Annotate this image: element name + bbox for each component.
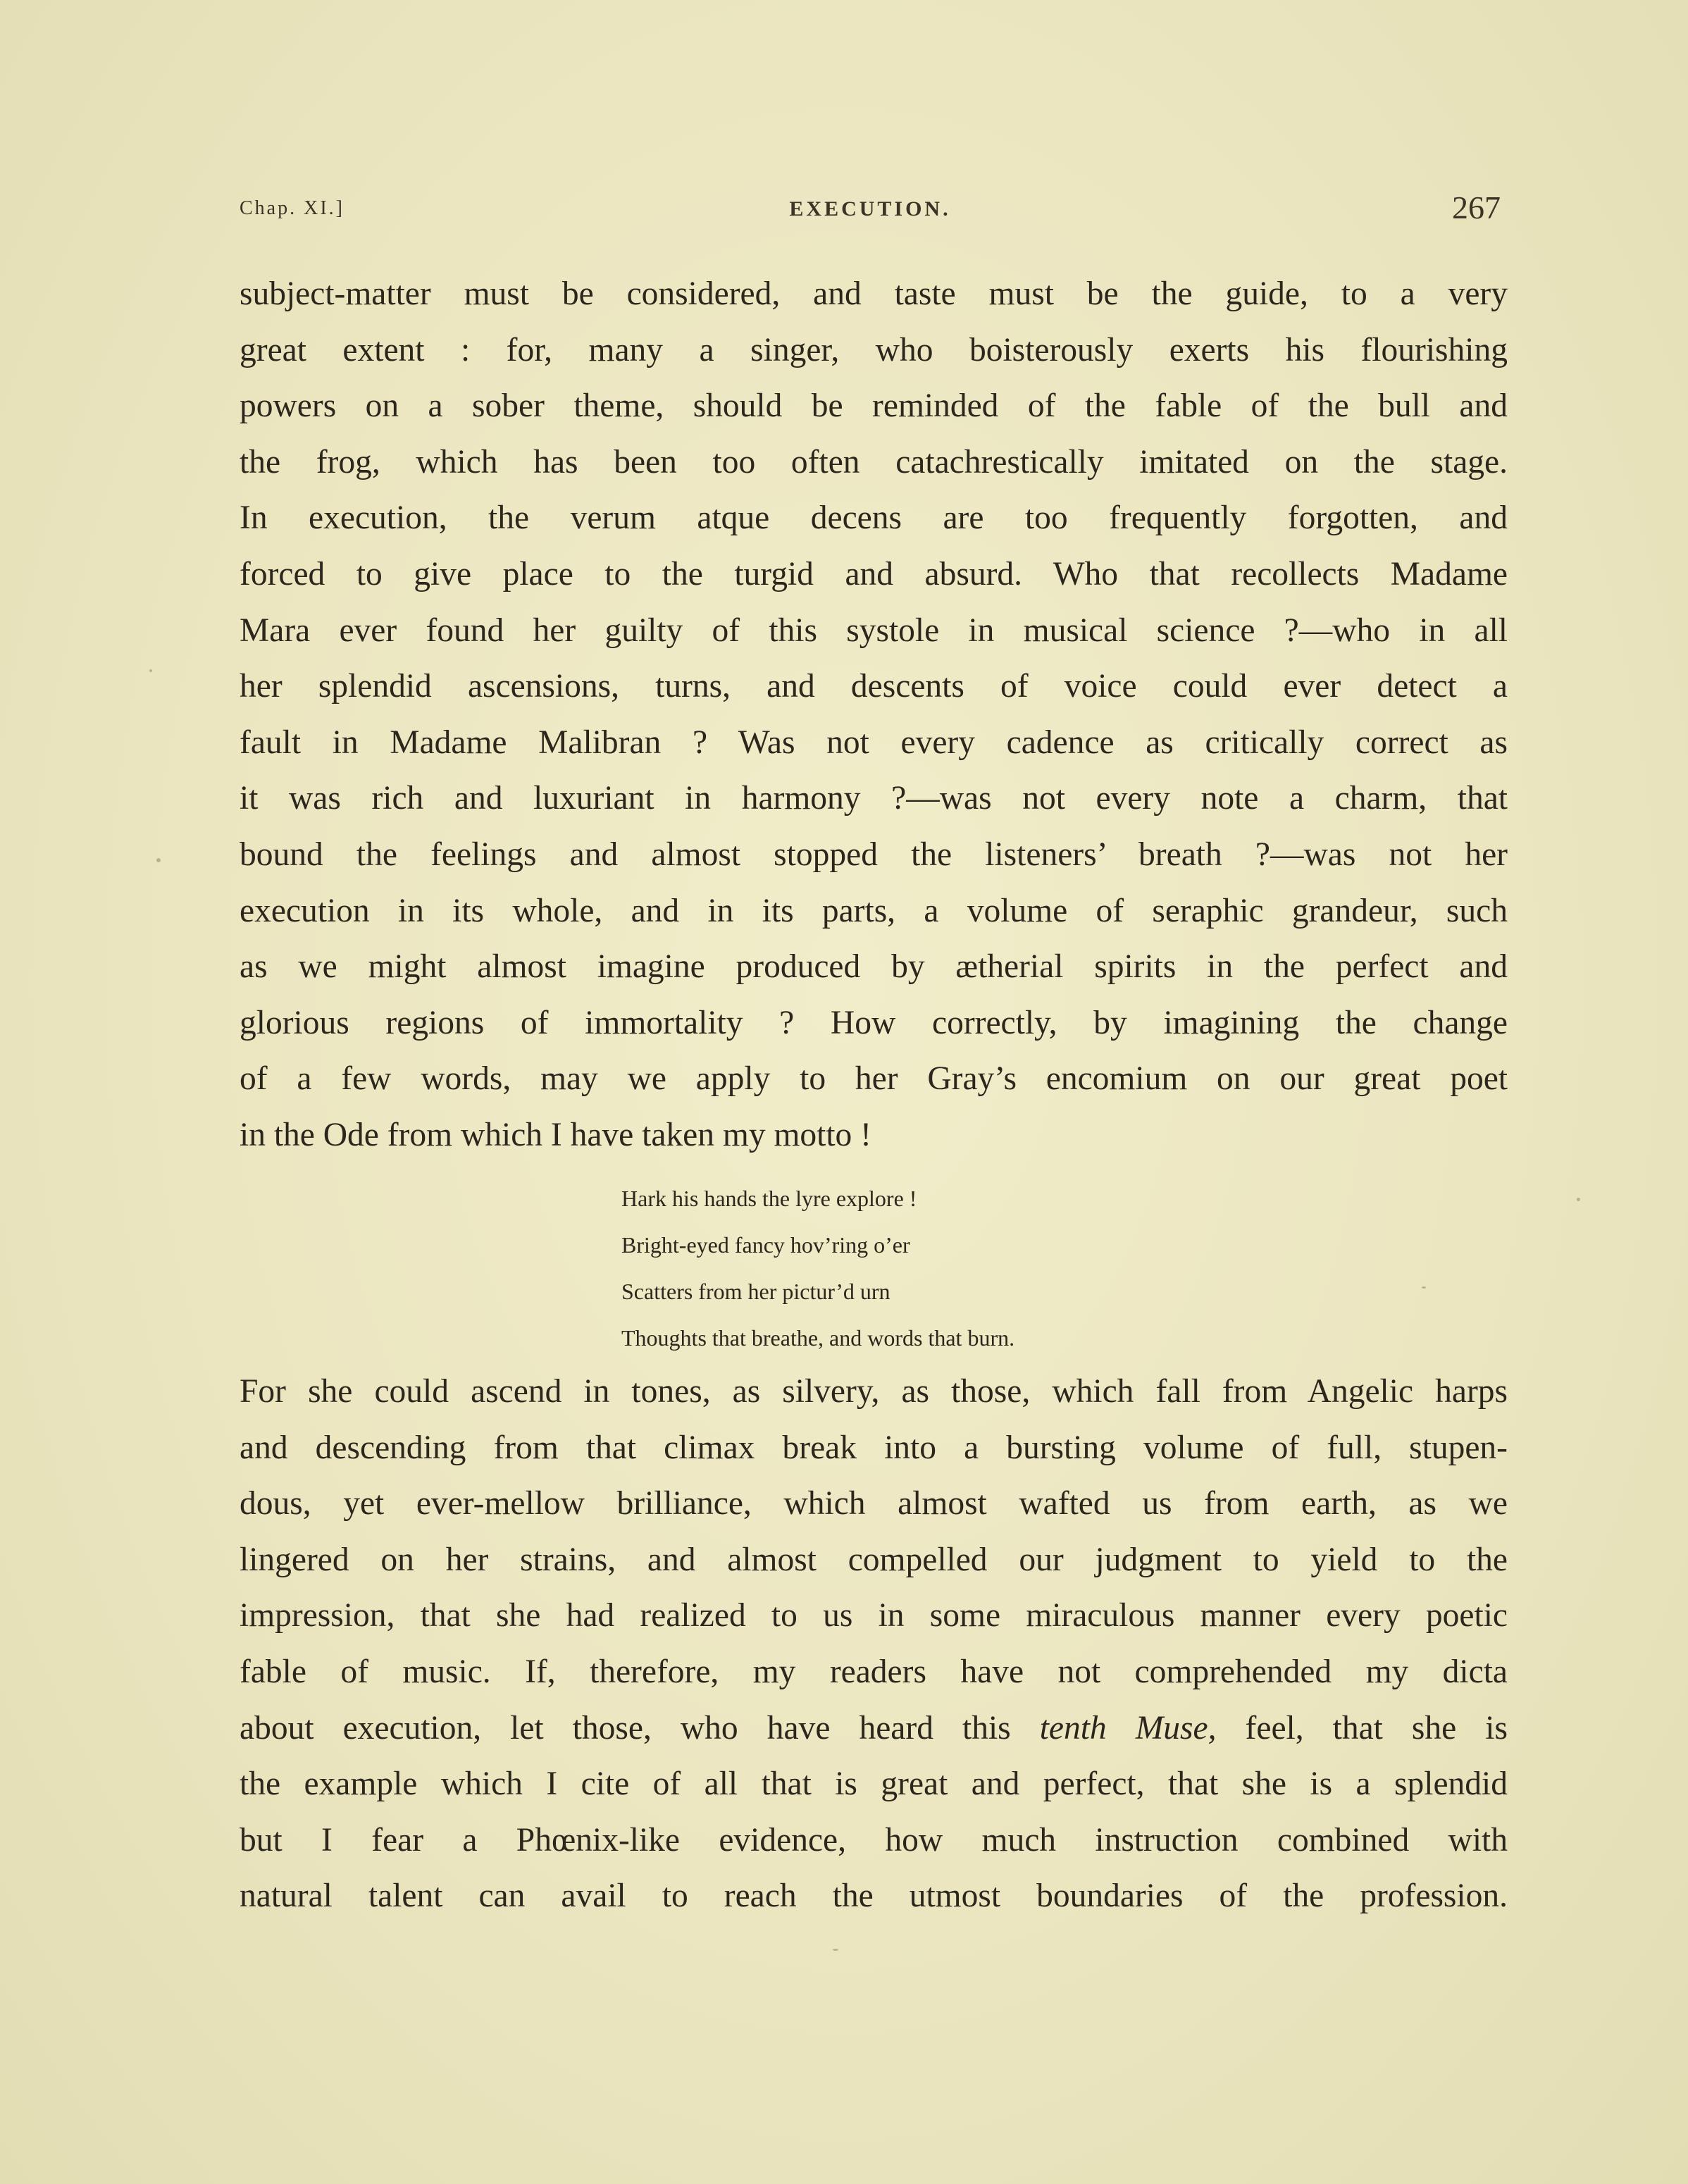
paragraph-1 xyxy=(240,266,1508,1164)
text-line: bound the feelings and almost stopped the listeners’ breath ?—was not her xyxy=(240,836,1508,873)
running-head xyxy=(240,189,1501,231)
text-line: For she could ascend in tones, as silvery, as those, which fall from Angelic harps xyxy=(240,1373,1508,1410)
text-line: execution in its whole, and in its parts, a volume of seraphic grandeur, such xyxy=(240,892,1508,929)
chapter-reference: Chap. XI.] xyxy=(240,197,345,219)
text-fragment: about execution, let those, who have heard this xyxy=(240,1709,1040,1746)
text-line: and descending from that climax break into a bursting volume of full, stupen- xyxy=(240,1429,1508,1466)
verse-line: Hark his hands the lyre explore ! xyxy=(621,1186,917,1211)
text-fragment: feel, that she is xyxy=(1216,1709,1508,1746)
text-line: lingered on her strains, and almost compelled our judgment to yield to the xyxy=(240,1541,1508,1578)
text-line: fable of music. If, therefore, my readers have not comprehended my dicta xyxy=(240,1653,1508,1690)
verse-quotation xyxy=(621,1175,1014,1361)
paragraph-2 xyxy=(240,1364,1508,1925)
text-line: subject-matter must be considered, and taste must be the guide, to a very xyxy=(240,275,1508,312)
running-title: EXECUTION. xyxy=(789,197,951,221)
verse-line: Bright-eyed fancy hov’ring o’er xyxy=(621,1232,910,1258)
text-line: In execution, the verum atque decens are too frequently forgotten, and xyxy=(240,500,1508,537)
text-line: of a few words, may we apply to her Gray’s encomium on our great poet xyxy=(240,1060,1508,1098)
paper-speck xyxy=(149,669,152,672)
text-line: glorious regions of immortality ? How correctly, by imagining the change xyxy=(240,1004,1508,1041)
paper-speck xyxy=(156,858,161,862)
text-line: the example which I cite of all that is great and perfect, that she is a splendid xyxy=(240,1766,1508,1803)
text-line: her splendid ascensions, turns, and descents of voice could ever detect a xyxy=(240,668,1508,705)
text-line: in the Ode from which I have taken my motto ! xyxy=(240,1116,871,1153)
text-line: but I fear a Phœnix-like evidence, how much instruction combined with xyxy=(240,1821,1508,1859)
text-line: dous, yet ever-mellow brilliance, which almost wafted us from earth, as we xyxy=(240,1485,1508,1522)
paper-speck xyxy=(1422,1286,1426,1289)
text-line: fault in Madame Malibran ? Was not every cadence as critically correct as xyxy=(240,724,1508,761)
verse-line: Scatters from her pictur’d urn xyxy=(621,1279,890,1304)
verse-line: Thoughts that breathe, and words that burn. xyxy=(621,1325,1015,1351)
text-line: natural talent can avail to reach the utmost boundaries of the profession. xyxy=(240,1878,1508,1915)
text-line-with-italic xyxy=(240,1701,1508,1757)
text-line: great extent : for, many a singer, who boisterously exerts his flourishing xyxy=(240,331,1508,368)
text-line: the frog, which has been too often catachrestically imitated on the stage. xyxy=(240,443,1508,480)
paper-speck xyxy=(833,1949,838,1951)
paper-speck xyxy=(1577,1198,1580,1201)
text-line: forced to give place to the turgid and absurd. Who that recollects Madame xyxy=(240,555,1508,592)
text-line: powers on a sober theme, should be reminded of the fable of the bull and xyxy=(240,387,1508,425)
page-number: 267 xyxy=(1452,190,1501,225)
italic-phrase: tenth Muse, xyxy=(1039,1709,1217,1746)
text-line: it was rich and luxuriant in harmony ?—was not every note a charm, that xyxy=(240,780,1508,817)
text-line: impression, that she had realized to us in some miraculous manner every poetic xyxy=(240,1597,1508,1634)
text-line: as we might almost imagine produced by ætherial spirits in the perfect and xyxy=(240,948,1508,986)
text-line: Mara ever found her guilty of this systole in musical science ?—who in all xyxy=(240,612,1508,649)
